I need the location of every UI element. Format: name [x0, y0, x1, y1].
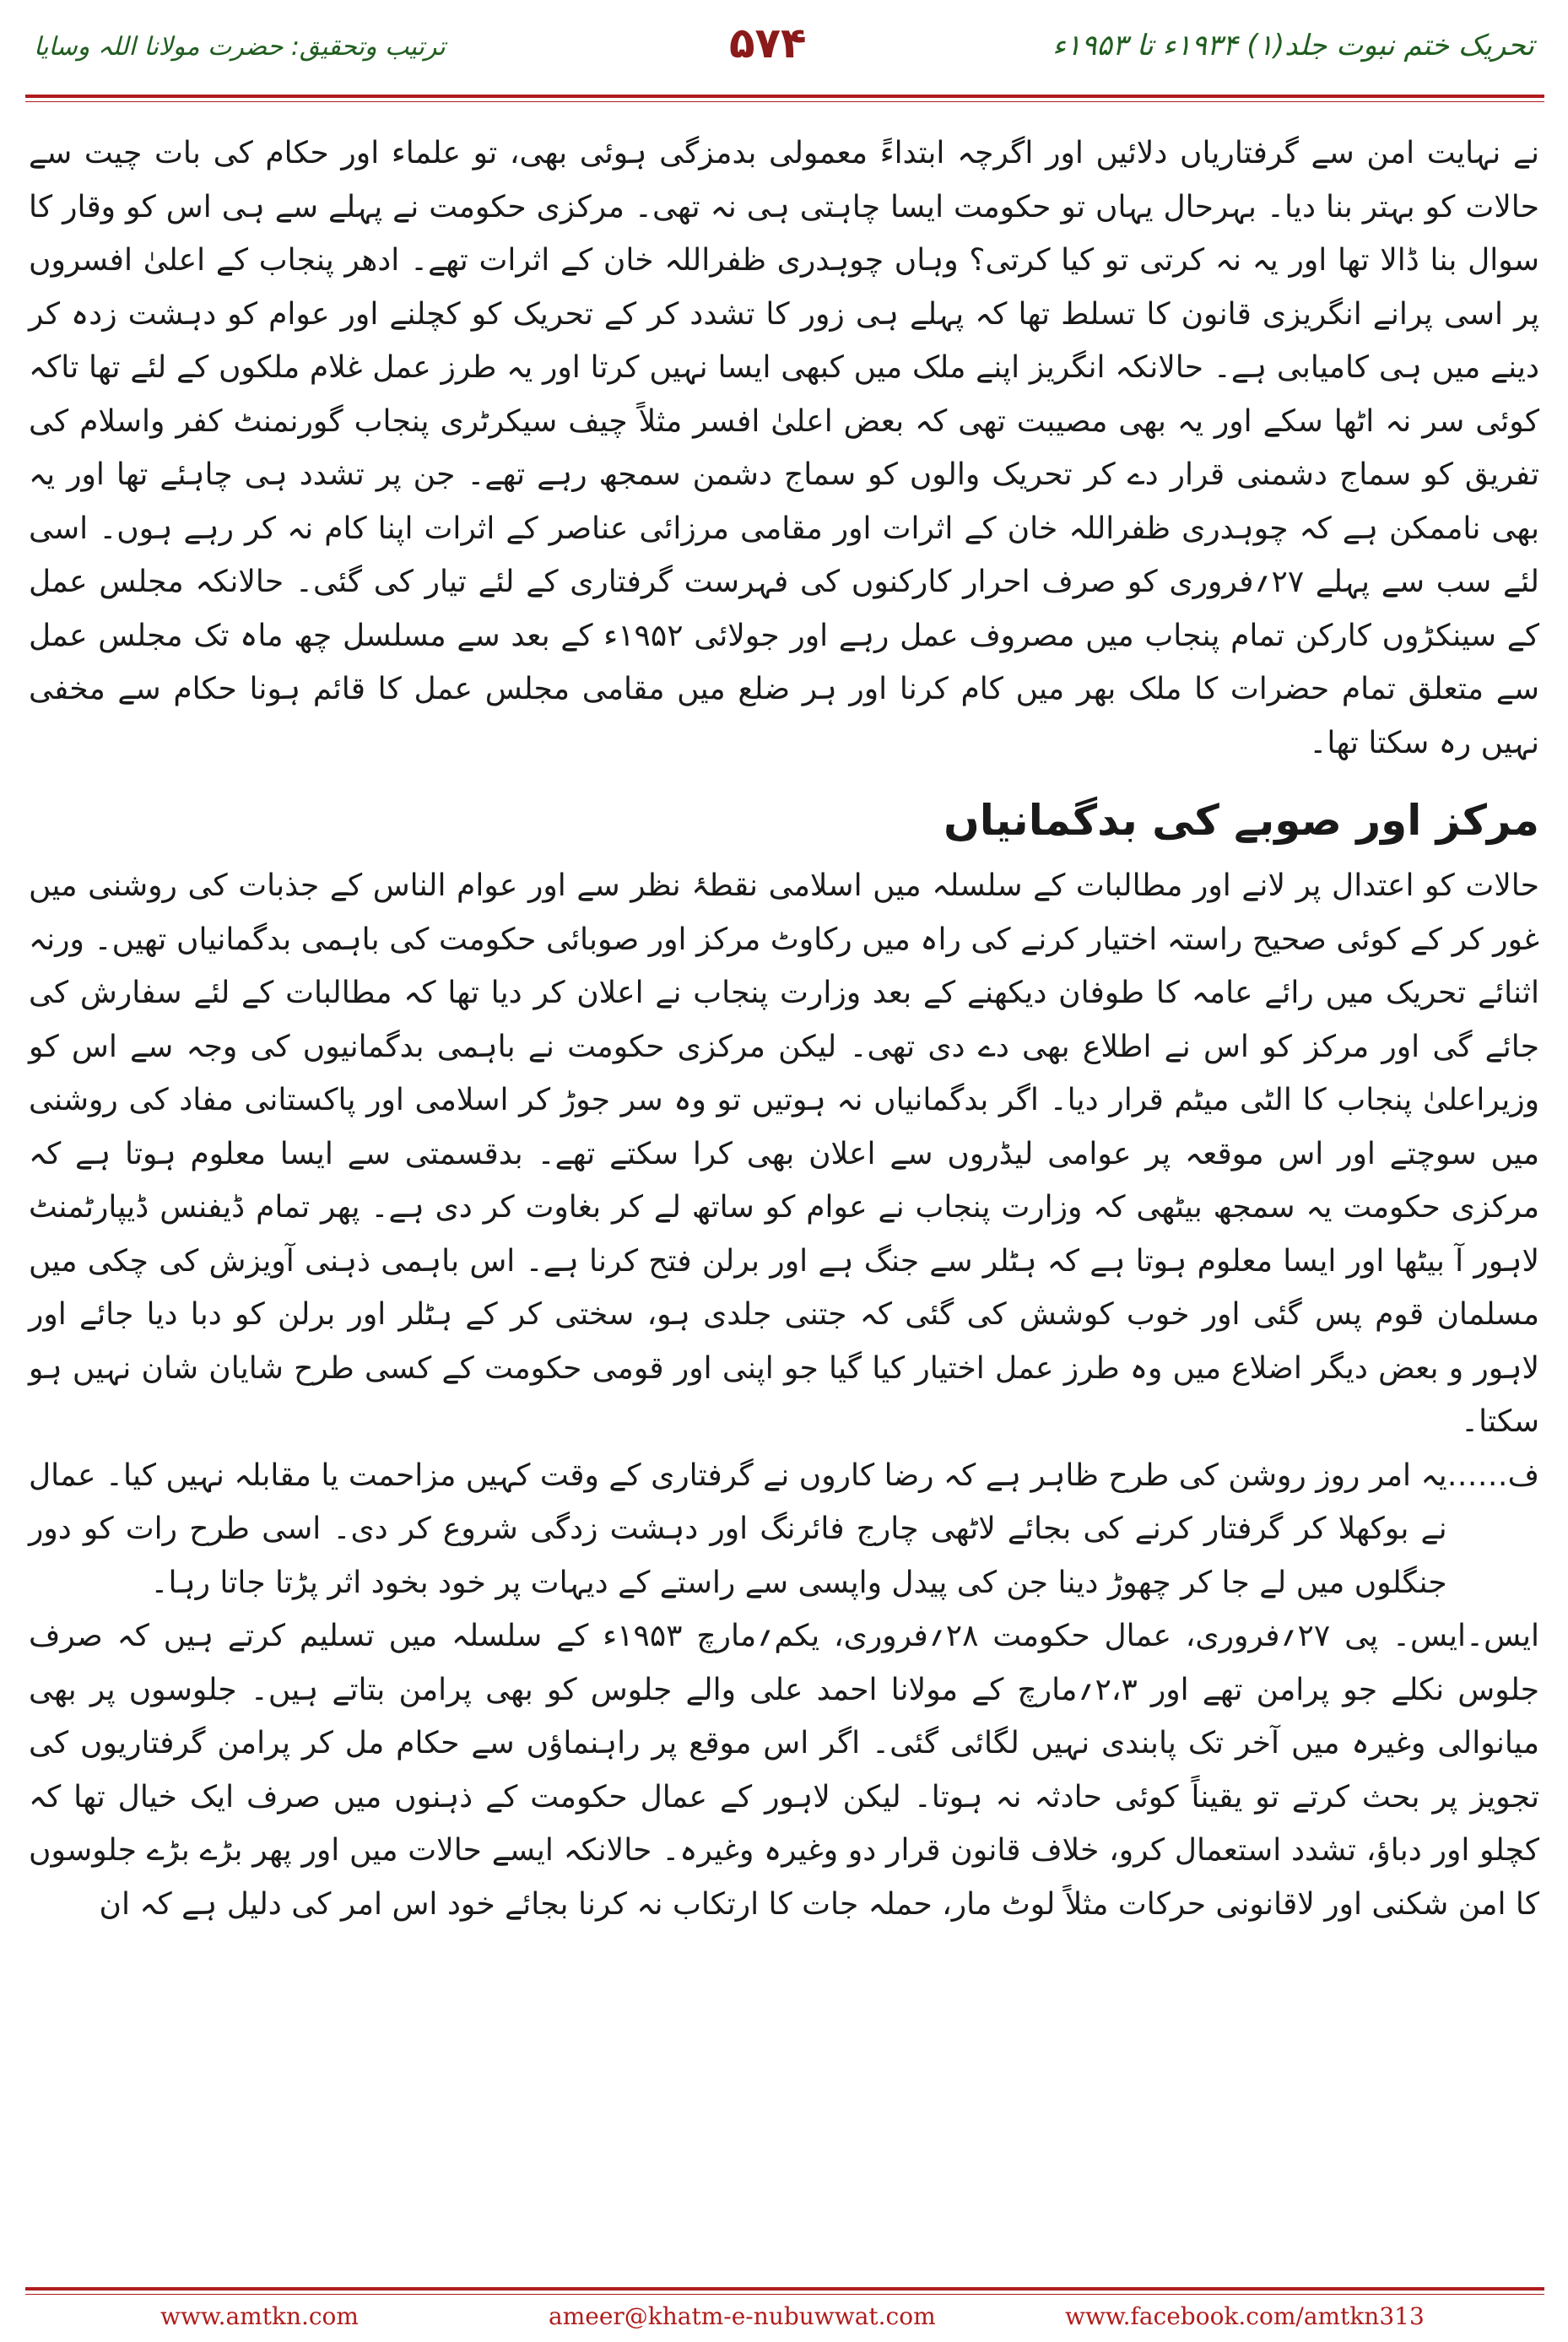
book-title: تحریک ختم نبوت جلد(۱) ۱۹۳۴ء تا ۱۹۵۳ء [1052, 29, 1534, 62]
facebook-link[interactable]: www.facebook.com/amtkn313 [1065, 2302, 1425, 2330]
website-link[interactable]: www.amtkn.com [160, 2302, 359, 2330]
page-number: ۵۷۴ [729, 19, 807, 68]
header-rule-thin [25, 101, 1544, 102]
page-header [0, 0, 1568, 100]
footnote-block [29, 1449, 1539, 1610]
page-footer [0, 2287, 1568, 2338]
footer-rule-thin [25, 2294, 1544, 2295]
body-paragraph: نے نہایت امن سے گرفتاریاں دلائیں اور اگرچہ ابتداءً معمولی بدمزگی ہوئی بھی، تو علماء اور حکام کی بات چیت سے حالات کو بہتر بنا دیا۔ بہرحال یہاں تو حکومت ایسا چاہتی ہی نہ تھی۔ مرکزی حکومت نے پہلے سے ہی اس کو وقار کا سوال بنا ڈالا تھا اور یہ نہ کرتی تو کیا کرتی؟ وہاں چوہدری ظفراللہ خان کے اثرات تھے۔ ادھر پنجاب کے اعلیٰ افسروں پر اسی پرانے انگریزی قانون کا تسلط تھا کہ پہلے ہی زور کا تشدد کر کے تحریک کو کچلنے اور عوام کو دہشت زدہ کر دینے میں ہی کامیابی ہے۔ حالانکہ انگریز اپنے ملک میں کبھی ایسا نہیں کرتا اور یہ طرز عمل غلام ملکوں کے لئے تھا تاکہ کوئی سر نہ اٹھا سکے اور یہ بھی مصیبت تھی کہ بعض اعلیٰ افسر مثلاً چیف سیکرٹری پنجاب گورنمنٹ کفر واسلام کی تفریق کو سماج دشمنی قرار دے کر تحریک والوں کو سماج دشمن سمجھ رہے تھے۔ جن پر تشدد ہی چاہئے تھا اور یہ بھی ناممکن ہے کہ چوہدری ظفراللہ خان کے اثرات اور مقامی مرزائی عناصر کے اثرات اپنا کام نہ کر رہے ہوں۔ اسی لئے سب سے پہلے ۲۷؍فروری کو صرف احرار کارکنوں کی فہرست گرفتاری کے لئے تیار کی گئی۔ حالانکہ مجلس عمل کے سینکڑوں کارکن تمام پنجاب میں مصروف عمل رہے اور جولائی ۱۹۵۲ء کے بعد سے مسلسل چھ ماہ تک مجلس عمل سے متعلق تمام حضرات کا ملک بھر میں کام کرنا اور ہر ضلع میں مقامی مجلس عمل کا قائم ہونا حکام سے مخفی نہیں رہ سکتا تھا۔ [29, 136, 1539, 760]
footnote-text: یہ امر روز روشن کی طرح ظاہر ہے کہ رضا کاروں نے گرفتاری کے وقت کہیں مزاحمت یا مقابلہ نہیں کیا۔ عمال نے بوکھلا کر گرفتار کرنے کی بجائے لاٹھی چارج فائرنگ اور دہشت زدگی شروع کر دی۔ اسی طرح رات کو دور جنگلوں میں لے جا کر چھوڑ دینا جن کی پیدل واپسی سے راستے کے دیہات پر خود بخود اثر پڑتا جاتا رہا۔ [29, 1458, 1447, 1600]
email-link[interactable]: ameer@khatm-e-nubuwwat.com [549, 2302, 936, 2330]
header-rule [25, 95, 1544, 98]
page-body [29, 127, 1539, 1931]
body-paragraph: ایس۔ایس۔ پی ۲۷؍فروری، عمال حکومت ۲۸؍فروری، یکم؍مارچ ۱۹۵۳ء کے سلسلہ میں تسلیم کرتے ہیں کہ صرف جلوس نکلے جو پرامن تھے اور ۲،۳؍مارچ کے مولانا احمد علی والے جلوس کو بھی پرامن بتاتے ہیں۔ جلوسوں پر بھی میانوالی وغیرہ میں آخر تک پابندی نہیں لگائی گئی۔ اگر اس موقع پر راہنماؤں سے حکام مل کر پرامن گرفتاریوں کی تجویز پر بحث کرتے تو یقیناً کوئی حادثہ نہ ہوتا۔ لیکن لاہور کے عمال حکومت کے ذہنوں میں صرف ایک خیال تھا کہ کچلو اور دباؤ، تشدد استعمال کرو، خلاف قانون قرار دو وغیرہ وغیرہ۔ حالانکہ ایسے حالات میں اور پھر بڑے بڑے جلوسوں کا امن شکنی اور لاقانونی حرکات مثلاً لوٹ مار، حملہ جات کا ارتکاب نہ کرنا بجائے خود اس امر کی دلیل ہے کہ ان [29, 1619, 1539, 1922]
footer-rule [25, 2287, 1544, 2291]
footnote-marker: ف…… [1446, 1458, 1539, 1493]
compiler-credit: ترتیب وتحقیق: حضرت مولانا اللہ وسایا [34, 32, 446, 62]
section-heading: مرکز اور صوبے کی بدگمانیاں [944, 796, 1539, 845]
body-paragraph: حالات کو اعتدال پر لانے اور مطالبات کے سلسلہ میں اسلامی نقطۂ نظر سے اور عوام الناس کے جذبات کی روشنی میں غور کر کے کوئی صحیح راستہ اختیار کرنے کی راہ میں رکاوٹ مرکز اور صوبائی حکومت کی باہمی بدگمانیاں تھیں۔ ورنہ اثنائے تحریک میں رائے عامہ کا طوفان دیکھنے کے بعد وزارت پنجاب نے اعلان کر دیا تھا کہ مطالبات کے لئے سفارش کی جائے گی اور مرکز کو اس نے اطلاع بھی دے دی تھی۔ لیکن مرکزی حکومت نے باہمی بدگمانیوں کی وجہ سے اس کو وزیراعلیٰ پنجاب کا الٹی میٹم قرار دیا۔ اگر بدگمانیاں نہ ہوتیں تو وہ سر جوڑ کر اسلامی اور پاکستانی مفاد کی روشنی میں سوچتے اور اس موقعہ پر عوامی لیڈروں سے اعلان بھی کرا سکتے تھے۔ بدقسمتی سے ایسا معلوم ہوتا ہے کہ مرکزی حکومت یہ سمجھ بیٹھی کہ وزارت پنجاب نے عوام کو ساتھ لے کر بغاوت کر دی ہے۔ پھر تمام ڈیفنس ڈیپارٹمنٹ لاہور آ بیٹھا اور ایسا معلوم ہوتا ہے کہ ہٹلر سے جنگ ہے اور برلن فتح کرنا ہے۔ اس باہمی ذہنی آویزش کی چکی میں مسلمان قوم پس گئی اور خوب کوشش کی گئی کہ جتنی جلدی ہو، سختی کر کے ہٹلر اور برلن کو دبا دیا جائے اور لاہور و بعض دیگر اضلاع میں وہ طرز عمل اختیار کیا گیا جو اپنی اور قومی حکومت کے کسی طرح شایان شان نہیں ہو سکتا۔ [29, 868, 1539, 1439]
